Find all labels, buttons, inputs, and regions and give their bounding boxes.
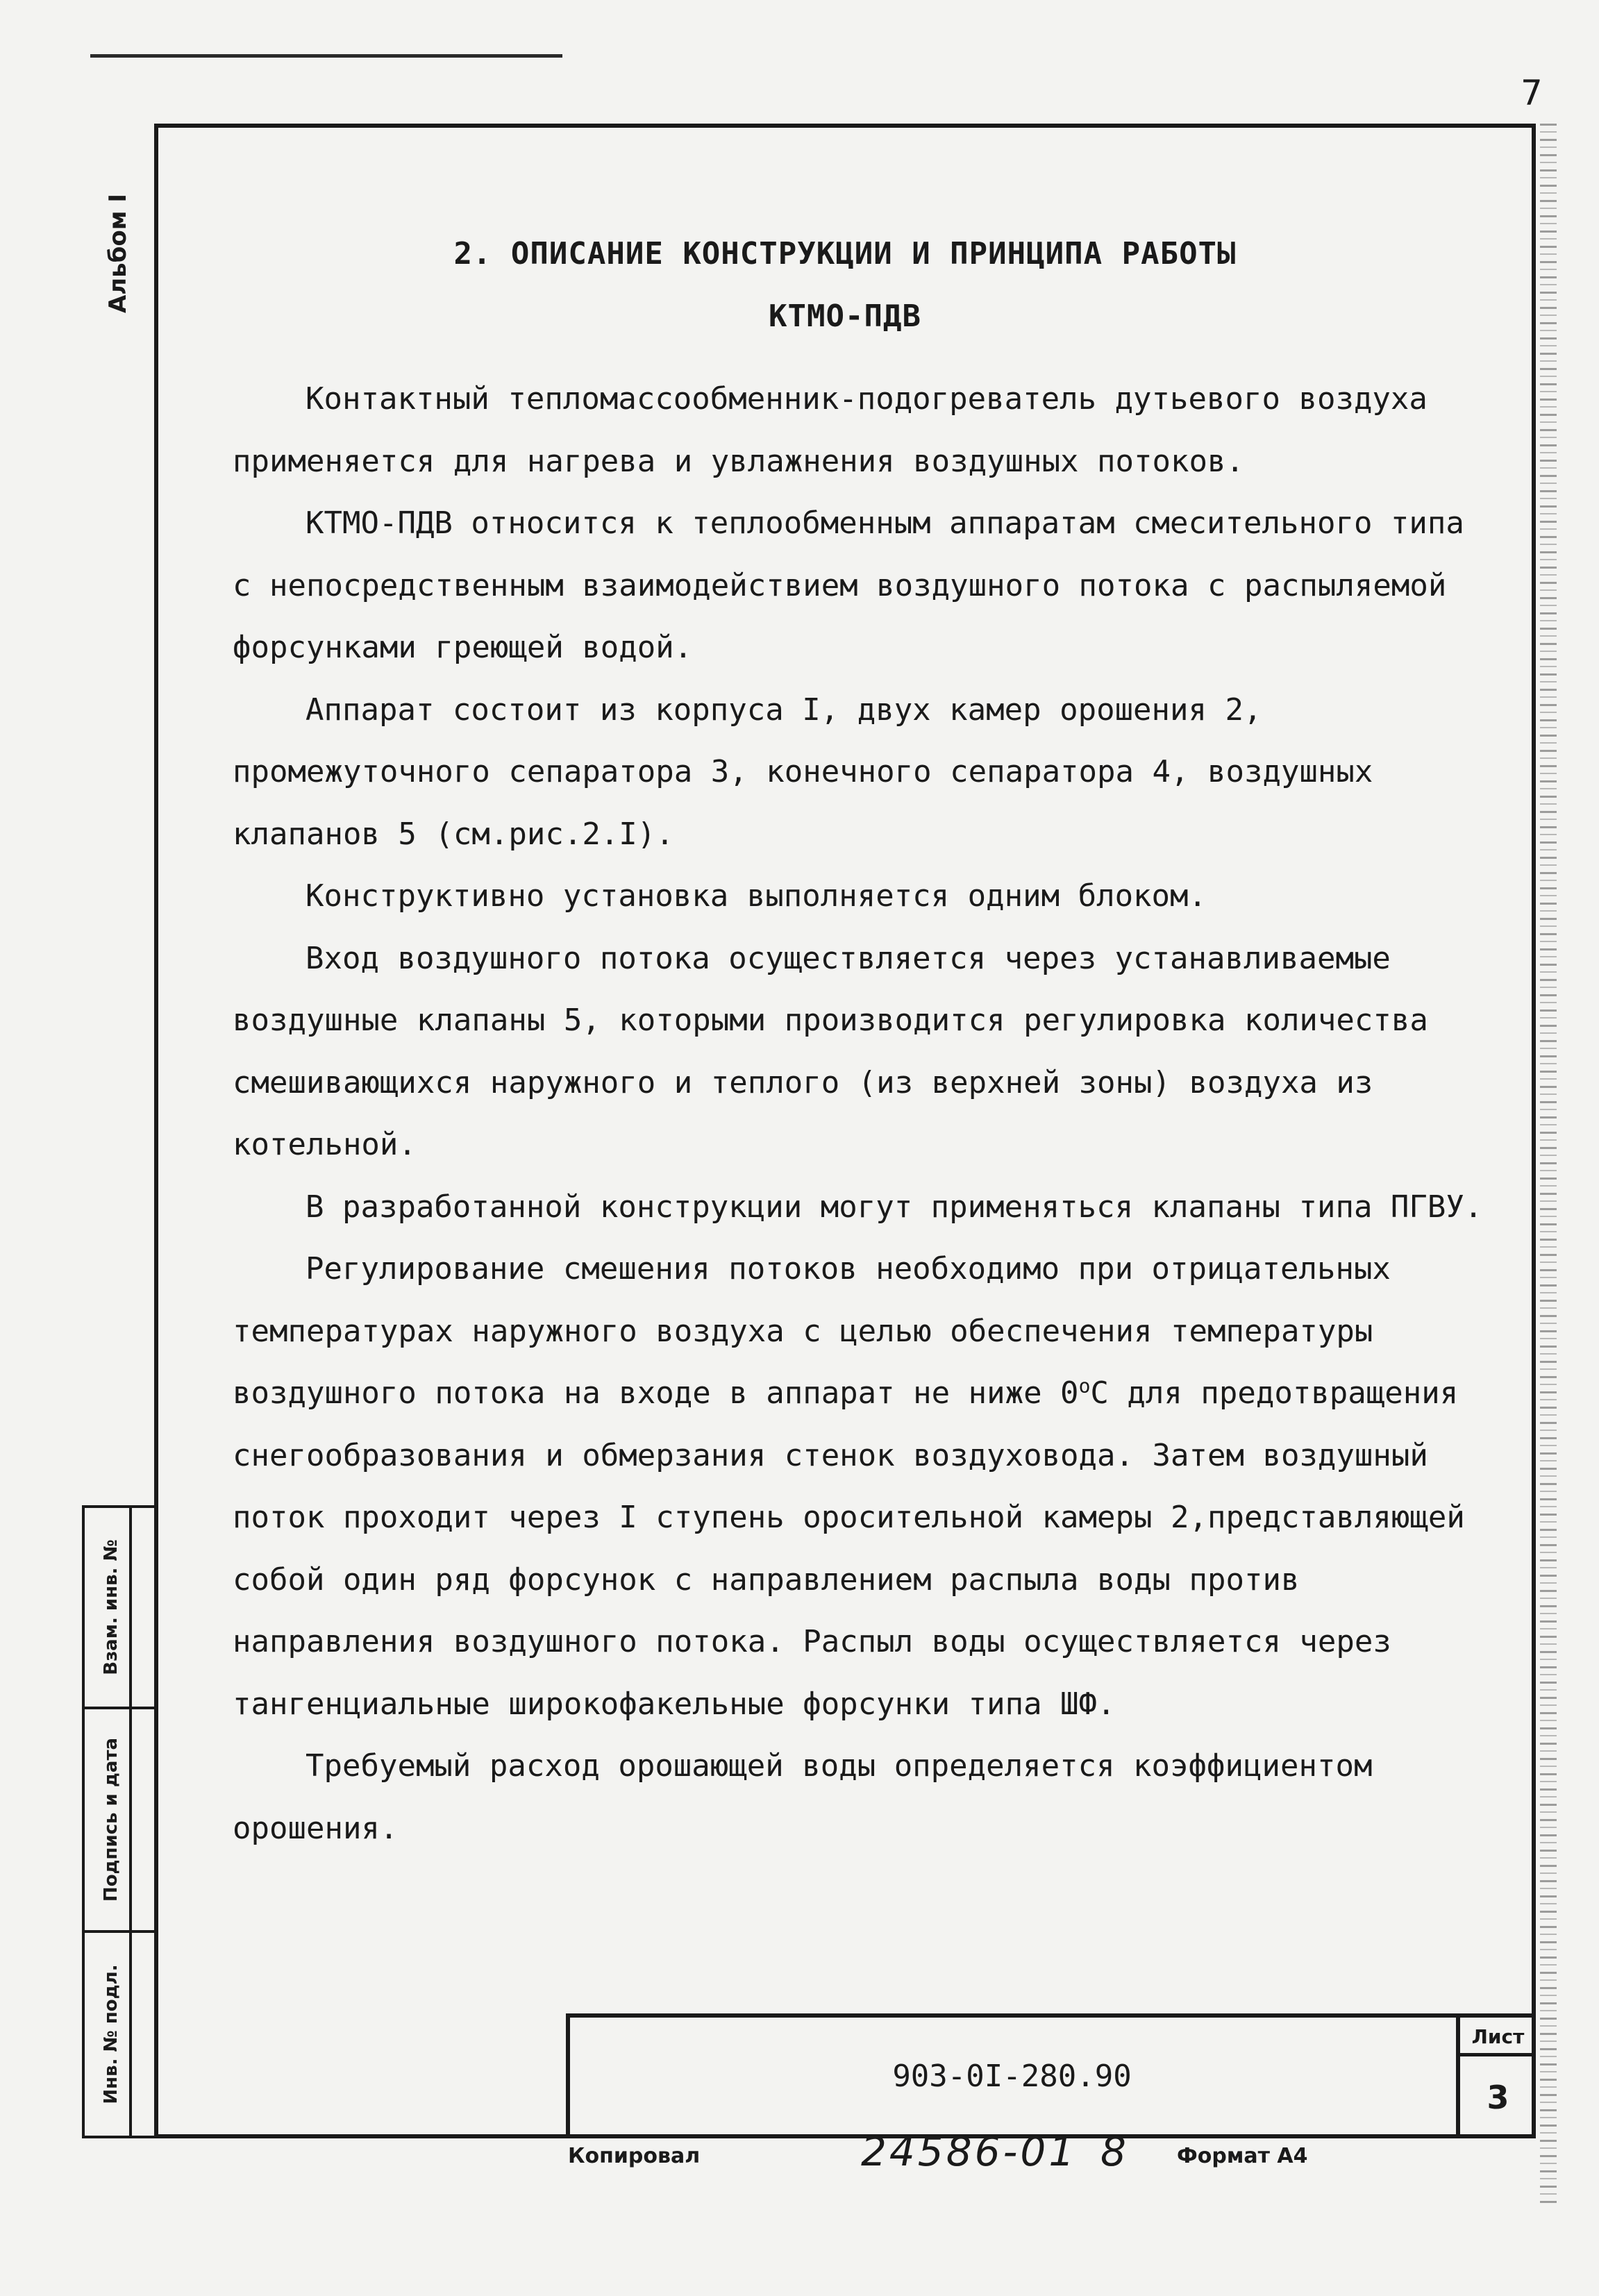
paragraph: КТМО-ПДВ относится к теплообменным аппаратам смесительного типа с непосредственным взаимодействием воздушного потока с распыляемой форсунками греющей водой. bbox=[233, 505, 1464, 665]
handwritten-number: 24586-01 bbox=[861, 2128, 1078, 2175]
paragraph: Вход воздушного потока осуществляется через устанавливаемые воздушные клапаны 5, которыми производится регулировка количества смешивающихся наружного и теплого (из верхней зоны) воздуха из котельной. bbox=[233, 940, 1428, 1162]
sheet-number: 3 bbox=[1487, 2079, 1509, 2116]
album-label bbox=[97, 163, 139, 344]
temp-text-before: Регулирование смешения потоков необходимо при отрицательных температурах наружного воздуха с целью обеспечения температуры воздушного потока на входе в аппарат не ниже 0 bbox=[233, 1251, 1391, 1411]
handwritten-page: 8 bbox=[1100, 2128, 1126, 2175]
sheet-label: Лист bbox=[1460, 2018, 1536, 2056]
paragraph: Аппарат состоит из корпуса I, двух камер орошения 2, промежуточного сепаратора 3, конечного сепаратора 4, воздушных клапанов 5 (см.рис.2.I). bbox=[233, 692, 1373, 852]
paragraph: Контактный тепломассообменник-подогреватель дутьевого воздуха применяется для нагрева и увлажнения воздушных потоков. bbox=[233, 381, 1428, 479]
document-code bbox=[566, 2013, 1458, 2138]
degree-mark: о bbox=[1078, 1374, 1091, 1398]
paragraph: Требуемый расход орошающей воды определяется коэффициентом орошения. bbox=[233, 1748, 1373, 1846]
stamp-cell-signature bbox=[85, 1709, 154, 1933]
section-subheading: КТМО-ПДВ bbox=[769, 299, 921, 334]
footer-copied-label: Копировал bbox=[568, 2144, 701, 2168]
album-label-text: Альбом I bbox=[104, 193, 132, 314]
footer-format-label: Формат А4 bbox=[1177, 2144, 1308, 2168]
paragraph: Конструктивно установка выполняется одним блоком. bbox=[305, 878, 1207, 914]
section-heading: 2. ОПИСАНИЕ КОНСТРУКЦИИ И ПРИНЦИПА РАБОТЫ bbox=[453, 236, 1237, 271]
stamp-cell-orig-inv bbox=[85, 1933, 154, 2136]
side-stamp bbox=[82, 1505, 154, 2138]
document-code-text: 903-0I-280.90 bbox=[892, 2058, 1132, 2094]
stamp-orig-inv-label: Инв. № подл. bbox=[101, 1964, 122, 2104]
paragraph: В разработанной конструкции могут применяться клапаны типа ПГВУ. bbox=[305, 1189, 1483, 1225]
stamp-replace-inv-label: Взам. инв. № bbox=[101, 1539, 122, 1675]
body-text bbox=[233, 368, 1496, 1859]
temp-text-after: С для предотвращения снегообразования и обмерзания стенок воздуховода. Затем воздушный поток проходит через I ступень оросительной камеры 2,представляющей собой один ряд форсунок с направлением распыла воды против направления воздушного потока. Распыл воды осуществляется через тангенциальные широкофакельные форсунки типа ШФ. bbox=[233, 1375, 1465, 1722]
top-rule bbox=[90, 54, 562, 58]
stamp-signature-label: Подпись и дата bbox=[101, 1737, 122, 1902]
scan-edge-noise bbox=[1540, 124, 1557, 2206]
paragraph-temperature bbox=[233, 1238, 1496, 1735]
page-number: 7 bbox=[1521, 73, 1543, 113]
stamp-cell-replace-inv bbox=[85, 1508, 154, 1709]
